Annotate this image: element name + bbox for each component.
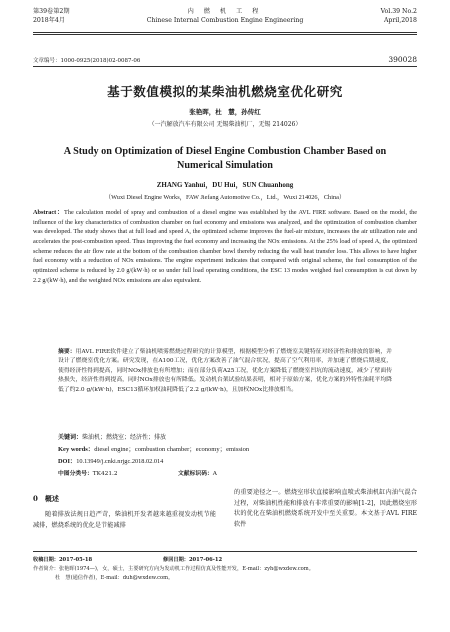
authors-zh: 张艳晖，杜 慧，孙传红 <box>189 108 261 116</box>
received-date: 收稿日期：2017-05-18 <box>33 557 93 563</box>
keywords-en-label: Key words： <box>58 446 95 453</box>
clc-value: TK421.2 <box>92 471 118 477</box>
journal-name-en: Chinese Internal Combustion Engine Engineering <box>146 16 304 24</box>
header-rule-bottom <box>33 34 417 35</box>
body-left-column: 随着排放法规日趋严苛，柴油机开发者越来越重视发动机节能减排，燃烧系统的优化是节能减排 <box>33 511 216 529</box>
header-rule-top <box>33 32 417 33</box>
footnote-dates <box>33 556 417 563</box>
footnote-contact: 杜 慧(通信作者)，E-mail：duh@wxdew.com。 <box>55 575 174 581</box>
keywords-en <box>58 444 392 453</box>
article-rule <box>33 66 417 67</box>
doi-label: DOI： <box>58 458 77 465</box>
journal-name-zh: 内 燃 机 工 程 <box>187 8 263 15</box>
header-right <box>381 8 417 25</box>
doi-value: 10.13949/j.cnki.nrjgc.2018.02.014 <box>76 458 164 465</box>
classification <box>58 468 392 477</box>
title-zh: 基于数值模拟的某柴油机燃烧室优化研究 <box>107 84 343 99</box>
footnote-rule <box>33 551 417 552</box>
pub-date-zh: 2018年4月 <box>33 16 66 24</box>
section-heading: 0 概述 <box>33 494 59 503</box>
revised-date: 修回日期：2017-06-12 <box>163 557 223 563</box>
abstract-zh-label: 摘要： <box>58 349 76 355</box>
keywords-en-text: diesel engine；combustion chamber；economy；emission <box>94 446 250 453</box>
document-code-label: 文献标识码： <box>178 471 213 477</box>
header-center <box>33 8 417 25</box>
pub-date-en: April,2018 <box>383 16 417 24</box>
title-en: A Study on Optimization of Diesel Engine Combustion Chamber Based on Numerical Simulation <box>63 146 387 171</box>
keywords-zh <box>58 432 392 441</box>
authors-en: ZHANG Yanhui，DU Hui，SUN Chuanhong <box>156 181 294 189</box>
keywords-zh-label: 关键词： <box>58 434 83 441</box>
abstract-zh <box>58 348 392 395</box>
affiliation-en: （Wuxi Diesel Engine Works，FAW Jiefang Automotive Co.，Ltd.，Wuxi 214026，China） <box>104 194 346 201</box>
abstract-en-label: Abstract： <box>33 209 64 216</box>
document-code-value: A <box>212 471 217 477</box>
doi <box>58 456 392 465</box>
article-number-label: 文章编号：1000-0925(2018)02-0087-06 <box>33 58 141 64</box>
abstract-en-text: The calculation model of spray and combustion of a diesel engine was established by the AVL FIRE software. Based on the model, the influence of the key characteristics of combustion chamber on fuel economy and emissions was analyzed, and the optimization of combustion chamber was developed. The study shows that at full load and speed A, the optimized scheme improves the fuel-air mixture, increases the air utilization rate and accelerates the post-combustion speed. Thus improving the fuel economy and increasing the NOx emissions. At the 25% load of speed A, the optimized scheme reduces the air flow rate at the bottom of the combustion chamber bowl thereby reducing the wall heat transfer loss. This allows to have higher fuel economy with a reduction of NOx emissions. The engine experiment indicates that compared with original scheme, the fuel consumption of the optimized scheme is reduced by 2.0 g/(kW·h) or so under full load operating conditions, the ESC 13 modes weighed fuel consumption is cut down by 2.2 g/(kW·h), and the weighted NOx emissions are also equivalent. <box>33 209 417 284</box>
abstract-zh-text: 用AVL FIRE软件建立了柴油机喷雾燃烧过程研究的计算模型，根据模型分析了燃烧室关键特征对经济性和排放的影响，并设计了燃烧室优化方案。研究发现，在A100工况，优化方案改善了油气混合状况，提高了空气利用率，并加速了燃烧后期速度，使得经济性得到提高，同时NOx排放也有所增加；而在部分负荷A25工况，优化方案降低了燃烧室凹坑的流动速度，减少了壁面传热损失，经济性得到提高，同时NOx排放也有所降低。发动机台架试验结果表明，相对于原始方案，优化方案的外特性油耗平均降低了约2.0 g/(kW·h)，ESC13循环加权油耗降低了2.2 g/(kW·h)，且加权NOx比排放相当。 <box>58 349 392 393</box>
article-line <box>33 56 417 64</box>
abstract-en <box>33 208 417 285</box>
body-right-column: 的重要途径之一。燃烧室形状直接影响直喷式柴油机缸内油气混合过程，对柴油机性能和排放有非常重要的影响[1-2]，因此燃烧室形状的优化在柴油机燃烧系统开发中至关重要。本文基于AVL FIRE软件 <box>234 489 417 528</box>
volume-issue: 第39卷第2期 <box>33 8 70 15</box>
keywords-zh-text: 柴油机；燃烧室；经济性；排放 <box>82 434 167 441</box>
affiliation-zh: （一汽解放汽车有限公司 无锡柴油机厂，无锡 214026） <box>148 121 302 128</box>
volume-issue-en: Vol.39 No.2 <box>380 8 417 15</box>
article-code: 390028 <box>388 55 417 64</box>
running-header <box>33 8 417 32</box>
document-code <box>178 468 217 477</box>
clc-label: 中图分类号： <box>58 471 93 477</box>
footnote-author: 作者简介：张艳晖(1974—)，女，硕士，主要研究方向为发动机工作过程仿真及性能开发，E-mail：zyh@wxdew.com。 <box>33 566 314 572</box>
